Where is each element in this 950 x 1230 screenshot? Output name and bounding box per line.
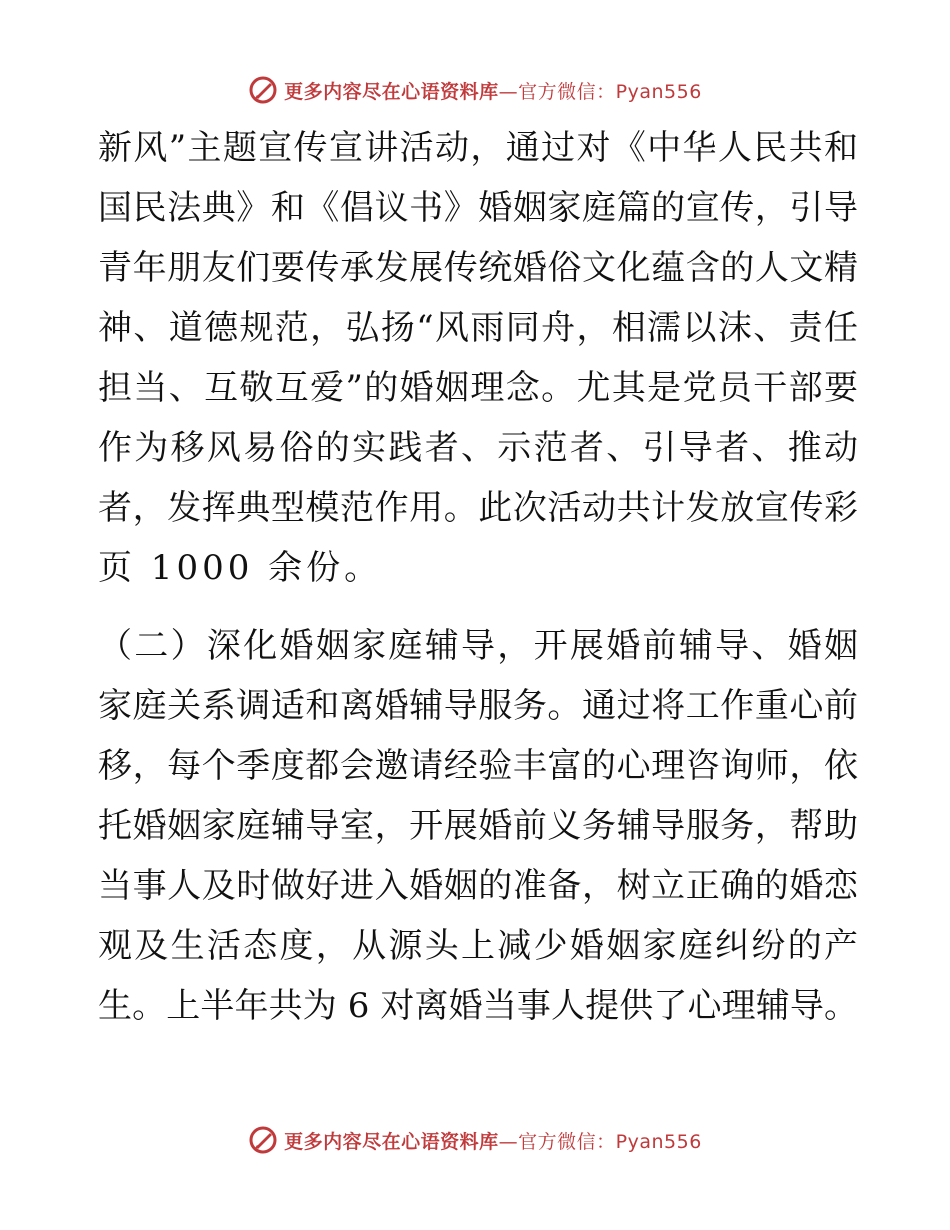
watermark-suffix: —官方微信：Pyan556 <box>498 80 702 103</box>
watermark-brand: 更多内容尽在心语资料库 <box>284 1130 499 1153</box>
watermark-suffix: —官方微信：Pyan556 <box>498 1130 702 1153</box>
document-body <box>98 118 858 1036</box>
watermark-header <box>0 72 950 108</box>
text-line: 当事人及时做好进入婚姻的准备，树立正确的婚恋 <box>98 866 858 906</box>
text-line: 作为移风易俗的实践者、示范者、引导者、推动 <box>98 428 858 468</box>
watermark-footer <box>0 1122 950 1158</box>
paragraph-spacer <box>98 598 858 616</box>
paragraph-2 <box>98 616 858 1036</box>
watermark-text <box>284 77 702 104</box>
watermark-brand: 更多内容尽在心语资料库 <box>284 80 499 103</box>
text-line: 移，每个季度都会邀请经验丰富的心理咨询师，依 <box>98 746 858 786</box>
paragraph-1 <box>98 118 858 598</box>
text-line: 托婚姻家庭辅导室，开展婚前义务辅导服务，帮助 <box>98 806 858 846</box>
text-line: 观及生活态度，从源头上减少婚姻家庭纠纷的产 <box>98 926 858 966</box>
text-line: 担当、互敬互爱”的婚姻理念。尤其是党员干部要 <box>98 368 858 408</box>
text-line: 国民法典》和《倡议书》婚姻家庭篇的宣传，引导 <box>98 188 858 228</box>
pen-logo-icon <box>248 75 278 105</box>
text-line: 者，发挥典型模范作用。此次活动共计发放宣传彩 <box>98 488 858 528</box>
text-line: （二）深化婚姻家庭辅导，开展婚前辅导、婚姻 <box>98 626 858 666</box>
pen-logo-icon <box>248 1125 278 1155</box>
text-line: 新风”主题宣传宣讲活动，通过对《中华人民共和 <box>98 128 858 168</box>
text-line: 神、道德规范，弘扬“风雨同舟，相濡以沫、责任 <box>98 308 858 348</box>
text-line: 家庭关系调适和离婚辅导服务。通过将工作重心前 <box>98 686 858 726</box>
text-line: 青年朋友们要传承发展传统婚俗文化蕴含的人文精 <box>98 248 858 288</box>
text-line: 生。上半年共为 6 对离婚当事人提供了心理辅导。 <box>98 986 858 1026</box>
watermark-text <box>284 1127 702 1154</box>
text-line: 页 1000 余份。 <box>98 548 383 588</box>
